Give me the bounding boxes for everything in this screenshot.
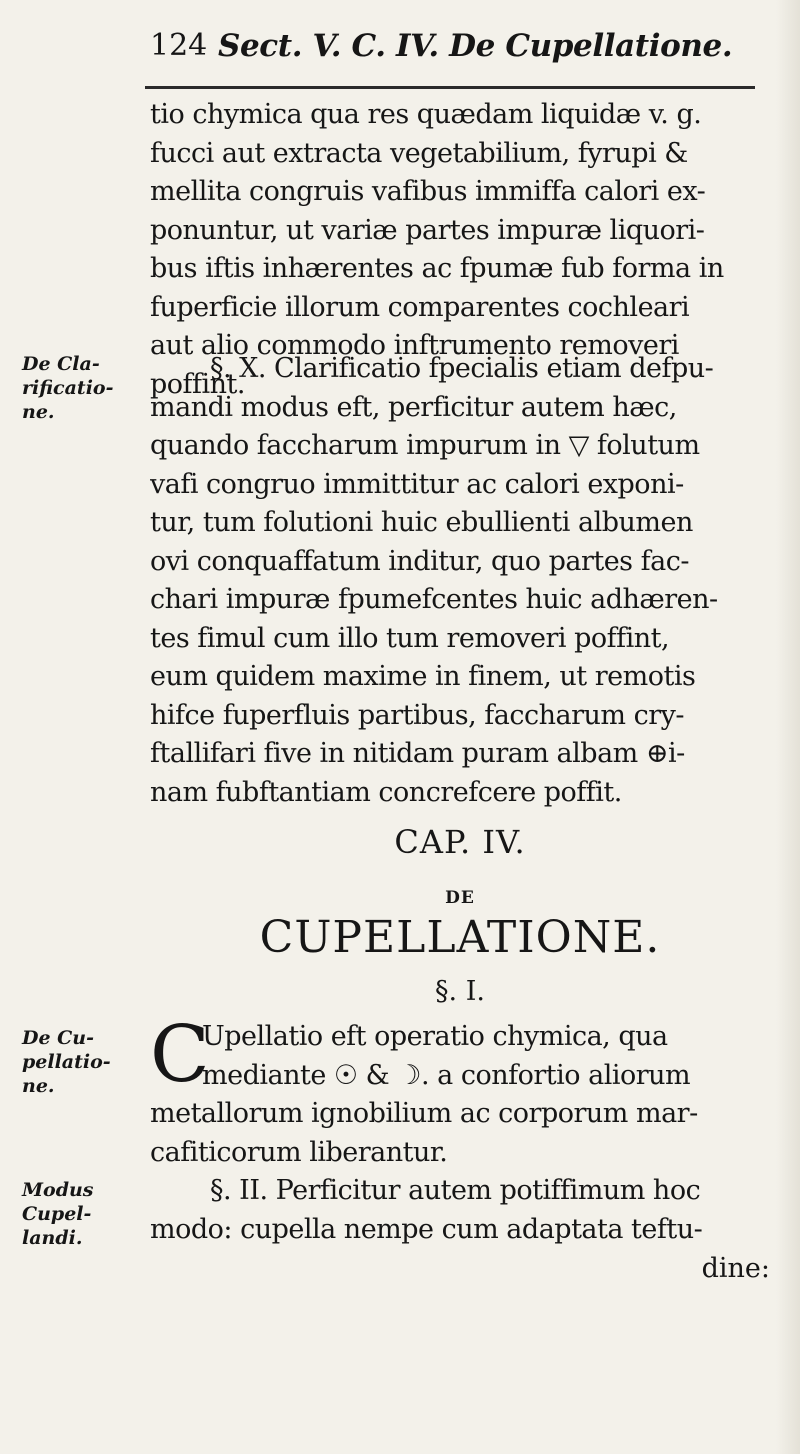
margin-note-line: landi. [22, 1227, 83, 1249]
text-line: aut alio commodo inftrumento removeri [150, 330, 679, 361]
paragraph-i [150, 1010, 770, 1172]
text-line: chari impuræ fpumefcentes huic adhæren- [150, 584, 718, 615]
section-number: §. I. [435, 976, 485, 1007]
text-line: eum quidem maxime in finem, ut remotis [150, 661, 696, 692]
page-edge-shadow [776, 0, 800, 1454]
text-line: fucci aut extracta vegetabilium, fyrupi & [150, 137, 688, 169]
chapter-title-prefix: DE [445, 888, 475, 908]
text-line: §. X. Clarificatio fpecialis etiam defpu- [210, 353, 714, 384]
text-line: mellita congruis vafibus immiffa calori ex- [150, 176, 706, 207]
running-title: Sect. V. C. IV. De Cupellatione. [218, 28, 733, 64]
text-line: §. II. Perficitur autem potiffimum hoc [210, 1175, 701, 1206]
paragraph-x [150, 350, 770, 812]
margin-note-modus [22, 1178, 140, 1250]
text-line: poffint. [150, 368, 245, 400]
text-line: nam fubftantiam concrefcere poffit. [150, 776, 622, 808]
text-line: ponuntur, ut variæ partes impuræ liquori- [150, 214, 705, 246]
margin-note-line: pellatio- [22, 1051, 111, 1073]
paragraph-ii [150, 1172, 770, 1249]
margin-note-line: ne. [22, 1075, 55, 1097]
text-line: tes fimul cum illo tum removeri poffint, [150, 622, 670, 654]
text-line: modo: cupella nempe cum adaptata teftu- [150, 1213, 703, 1245]
page-number: 124 [150, 28, 208, 63]
text-line: Upellatio eft operatio chymica, qua [202, 1021, 668, 1052]
text-line: tur, tum folutioni huic ebullienti albumen [150, 507, 693, 538]
text-line: vafi congruo immittitur ac calori exponi- [150, 468, 684, 500]
chapter-number: CAP. IV. [394, 823, 526, 861]
text-line: mediante ☉ & ☽. a confortio aliorum [202, 1059, 691, 1091]
text-line: cafiticorum liberantur. [150, 1136, 448, 1168]
text-line: bus iftis inhærentes ac fpumæ fub forma in [150, 253, 724, 284]
text-line: ftallifari five in nitidam puram albam ⊕i- [150, 738, 685, 769]
margin-note-line: rificatio- [22, 377, 114, 399]
drop-capital: C [150, 1010, 210, 1100]
header-rule [145, 86, 755, 89]
text-line: ovi conquaffatum inditur, quo partes fac- [150, 545, 689, 577]
margin-note-line: De Cu- [22, 1027, 95, 1049]
text-line: tio chymica qua res quædam liquidæ v. g. [150, 99, 702, 130]
margin-note-cupellatione [22, 1026, 140, 1098]
chapter-title: CUPELLATIONE. [259, 912, 661, 963]
margin-note-line: Modus [22, 1179, 94, 1201]
text-line: quando faccharum impurum in ▽ folutum [150, 430, 700, 461]
margin-note-line: ne. [22, 401, 55, 423]
margin-note-clarificatione [22, 352, 140, 424]
catchword: dine: [701, 1253, 770, 1284]
page-header [150, 28, 750, 72]
margin-note-line: De Cla- [22, 353, 100, 375]
text-line: fuperficie illorum comparentes cochleari [150, 291, 690, 323]
margin-note-line: Cupel- [22, 1203, 92, 1225]
text-line: hifce fuperfluis partibus, faccharum cry- [150, 699, 685, 731]
text-line: metallorum ignobilium ac corporum mar- [150, 1098, 698, 1129]
text-line: mandi modus eft, perficitur autem hæc, [150, 391, 677, 423]
